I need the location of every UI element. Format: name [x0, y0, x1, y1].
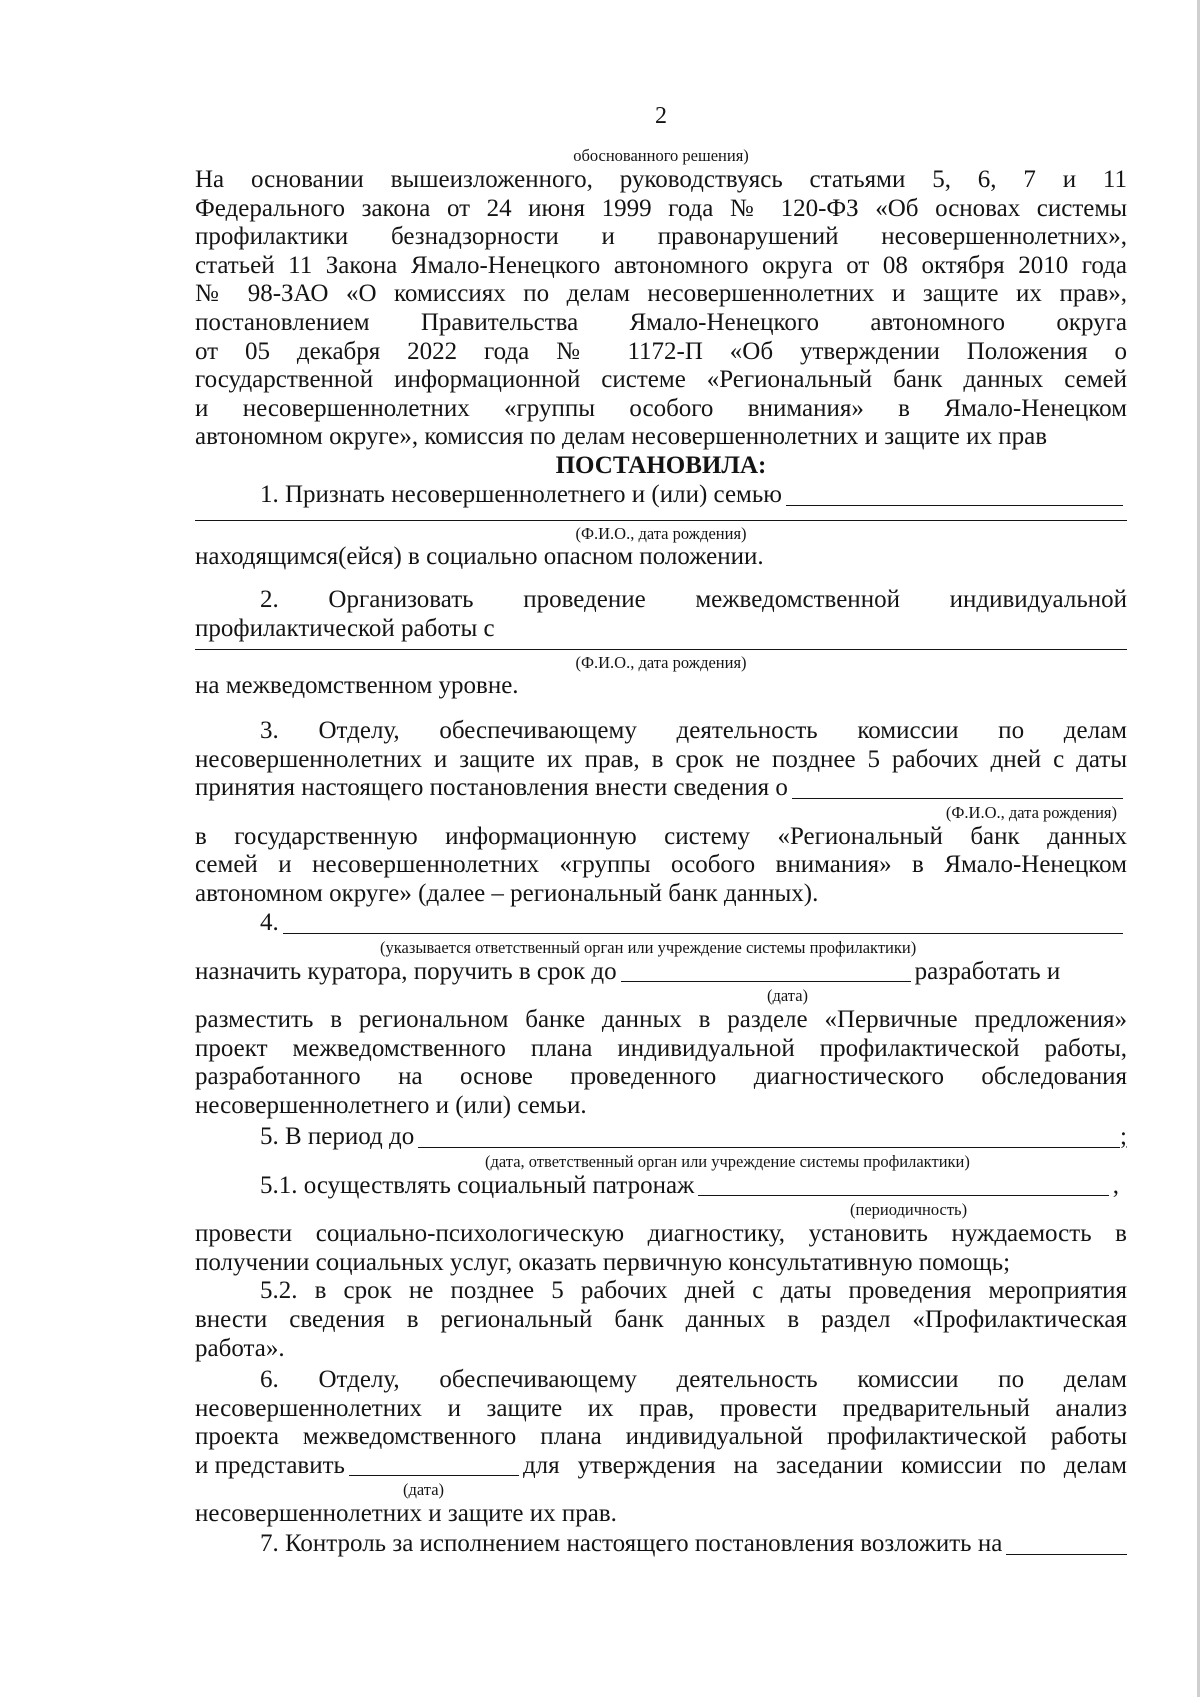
intro-line: профилактики безнадзорности и правонарушений несовершеннолетних»,	[195, 223, 1127, 251]
item-5-blank	[418, 1125, 1120, 1148]
item-4	[195, 909, 1127, 1121]
item-2-caption: (Ф.И.О., дата рождения)	[575, 653, 747, 673]
intro-line: На основании вышеизложенного, руководствуясь статьями 5, 6, 7 и 11	[195, 166, 1127, 193]
item-7	[195, 1530, 1127, 1559]
item-3-blank	[792, 776, 1123, 799]
item-5-1-line: провести социально-психологическую диагностику, установить нуждаемость в	[195, 1220, 1127, 1248]
item-6-line: несовершеннолетних и защите их прав, провести предварительный анализ	[195, 1394, 1127, 1422]
item-1-blank	[786, 483, 1123, 506]
item-4-line: несовершеннолетнего и (или) семьи.	[195, 1091, 587, 1119]
page-number: 2	[655, 103, 667, 129]
item-3-caption: (Ф.И.О., дата рождения)	[945, 802, 1117, 822]
item-4-date-caption: (дата)	[767, 986, 809, 1006]
item-5-1-line: получении социальных услуг, оказать первичную консультативную помощь;	[195, 1248, 1011, 1276]
intro-line: от 05 декабря 2022 года № 1172-П «Об утверждении Положения о	[195, 337, 1127, 365]
resolution-heading: ПОСТАНОВИЛА:	[555, 452, 767, 479]
item-3	[195, 717, 1127, 909]
item-5-1-text: 5.1. осуществлять социальный патронаж	[260, 1171, 695, 1199]
item-4-blank	[283, 911, 1123, 934]
item-3-line: принятия настоящего постановления внести сведения о	[195, 774, 788, 802]
item-4-line: разместить в региональном банке данных в разделе «Первичные предложения»	[195, 1006, 1127, 1034]
item-6-date-blank	[349, 1453, 519, 1476]
intro-paragraph	[195, 166, 1127, 452]
item-2-tail: на межведомственном уровне.	[195, 672, 519, 700]
item-1-fullline	[195, 516, 1127, 521]
item-3-line: несовершеннолетних и защите их прав, в срок не позднее 5 рабочих дней с даты	[195, 745, 1127, 773]
item-5-1-end: ,	[1112, 1171, 1119, 1199]
item-6-line: проекта межведомственного плана индивидуальной профилактической работы	[195, 1423, 1127, 1451]
intro-line: автономном округе», комиссия по делам несовершеннолетних и защите их прав	[195, 423, 1048, 451]
item-3-line: семей и несовершеннолетних «группы особого внимания» в Ямало-Ненецком	[195, 851, 1127, 879]
item-1-tail: находящимся(ейся) в социально опасном положении.	[195, 542, 764, 570]
item-4-line-tail: разработать и	[914, 957, 1061, 985]
item-7-blank	[1006, 1532, 1127, 1555]
item-4-line: разработанного на основе проведенного диагностического обследования	[195, 1063, 1127, 1091]
item-5-2-line: работа».	[195, 1334, 285, 1362]
item-5-1-blank	[698, 1173, 1108, 1196]
item-1-caption: (Ф.И.О., дата рождения)	[575, 523, 747, 543]
item-7-text: 7. Контроль за исполнением настоящего постановления возложить на	[260, 1530, 1003, 1557]
item-2-line: 2. Организовать проведение межведомственной индивидуальной	[260, 586, 1127, 613]
item-5-caption: (дата, ответственный орган или учреждение системы профилактики)	[485, 1151, 970, 1171]
item-3-line: автономном округе» (далее – региональный банк данных).	[195, 879, 819, 907]
item-1-text: 1. Признать несовершеннолетнего и (или) семью	[260, 481, 782, 508]
item-1	[195, 481, 1127, 571]
item-6	[195, 1366, 1127, 1529]
item-5-2-line: 5.2. в срок не позднее 5 рабочих дней с даты проведения мероприятия	[260, 1277, 1127, 1305]
intro-line: постановлением Правительства Ямало-Ненецкого автономного округа	[195, 308, 1127, 336]
item-5-2-line: внести сведения в региональный банк данных в раздел «Профилактическая	[195, 1305, 1127, 1333]
item-4-caption: (указывается ответственный орган или учреждение системы профилактики)	[380, 937, 917, 957]
item-6-line: для утверждения на заседании комиссии по делам	[522, 1451, 1127, 1479]
intro-line: и несовершеннолетних «группы особого внимания» в Ямало-Ненецком	[195, 394, 1127, 422]
intro-line: статьей 11 Закона Ямало-Ненецкого автономного округа от 08 октября 2010 года	[195, 251, 1127, 279]
intro-line: № 98-ЗАО «О комиссиях по делам несовершеннолетних и защите их прав»,	[195, 280, 1127, 308]
item-6-line: и представить	[195, 1451, 345, 1479]
item-6-date-caption: (дата)	[403, 1480, 445, 1500]
intro-line: Федерального закона от 24 июня 1999 года № 120-ФЗ «Об основах системы	[195, 194, 1127, 222]
item-6-line: 6. Отделу, обеспечивающему деятельность комиссии по делам	[260, 1366, 1127, 1393]
item-3-line: в государственную информационную систему «Региональный банк данных	[195, 822, 1127, 850]
item-4-date-blank	[621, 959, 911, 982]
intro-line: государственной информационной системе «Региональный банк данных семей	[195, 366, 1127, 394]
item-5-1-caption: (периодичность)	[850, 1200, 968, 1220]
item-4-number: 4.	[260, 909, 279, 936]
item-5	[195, 1123, 1127, 1363]
item-3-line: 3. Отделу, обеспечивающему деятельность комиссии по делам	[260, 717, 1127, 744]
item-5-end: ;	[1120, 1123, 1127, 1150]
item-2-line: профилактической работы с	[195, 614, 495, 642]
item-6-line: несовершеннолетних и защите их прав.	[195, 1500, 617, 1528]
caption-top: обоснованного решения)	[573, 146, 749, 165]
item-4-line: проект межведомственного плана индивидуальной профилактической работы,	[195, 1034, 1127, 1062]
item-2-fullline	[195, 645, 1127, 650]
item-2	[195, 586, 1127, 701]
item-4-line: назначить куратора, поручить в срок до	[195, 957, 617, 985]
item-5-text: 5. В период до	[260, 1123, 415, 1150]
